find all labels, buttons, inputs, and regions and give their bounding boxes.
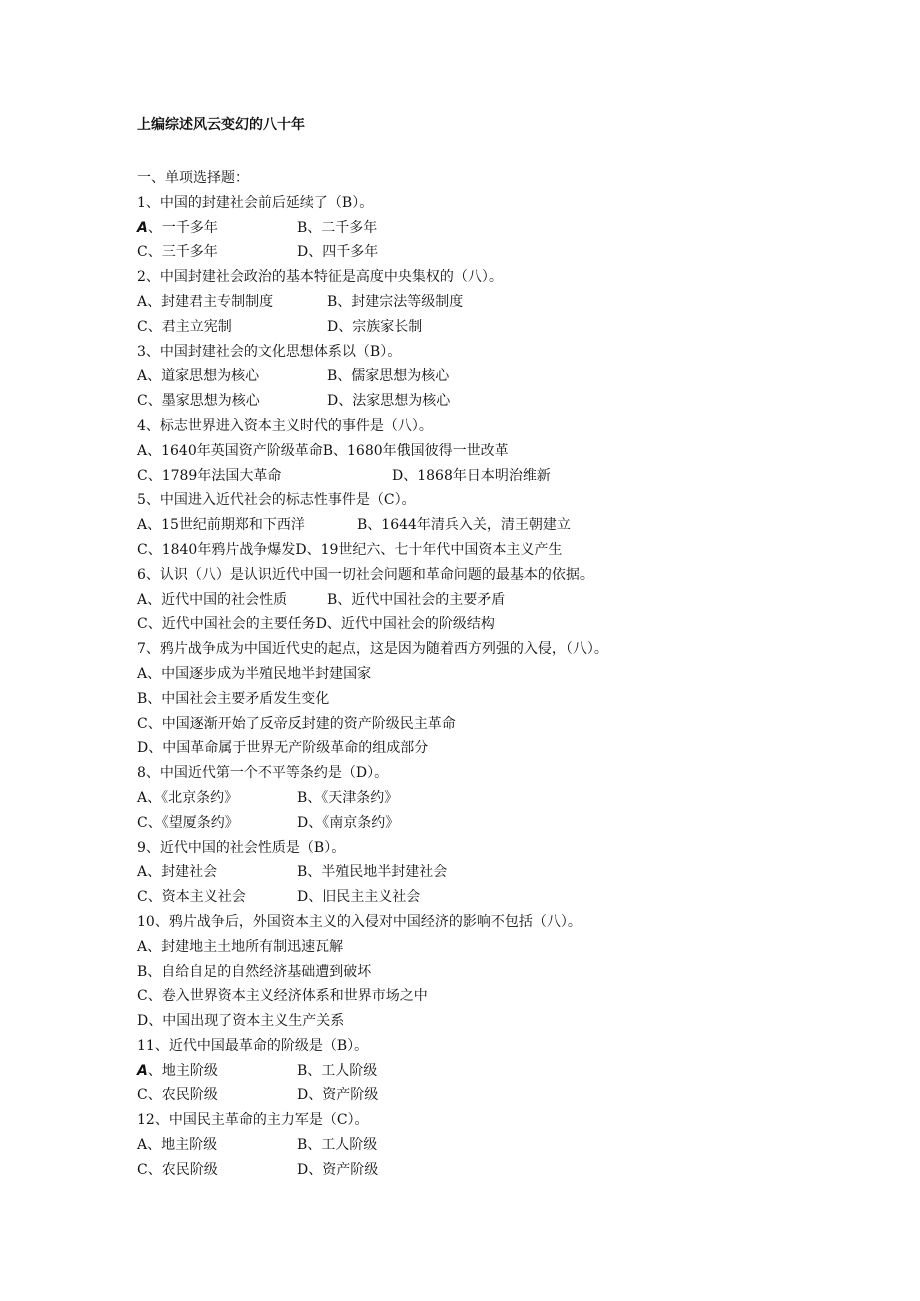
option-row [137,1158,837,1183]
option-a: A、中国逐步成为半殖民地半封建国家 [137,665,372,682]
option-a: A、地主阶级 [137,1137,218,1154]
document-page [137,114,837,1183]
question-stem: 6、认识（八）是认识近代中国一切社会问题和革命问题的最基本的依据。 [137,566,594,583]
option-b: B、近代中国社会的主要矛盾 [327,591,506,608]
question-stem: 9、近代中国的社会性质是（B）。 [137,839,346,856]
option-row [137,1083,837,1108]
option-row [137,364,837,389]
option-row [137,1059,837,1084]
option-b: B、儒家思想为核心 [327,368,450,385]
option-row: C、1840年鸦片战争爆发D、19世纪六、七十年代中国资本主义产生 [137,541,563,558]
option-a: A、封建社会 [137,864,218,881]
option-c: C、三千多年 [137,244,218,261]
option-b: B、中国社会主要矛盾发生变化 [137,690,330,707]
section-heading: 一、单项选择题： [137,170,249,186]
question-stem: 4、标志世界进入资本主义时代的事件是（八）。 [137,417,433,434]
option-c: C、资本主义社会 [137,889,246,906]
option-d: D、法家思想为核心 [327,393,451,410]
option-c: C、君主立宪制 [137,318,232,335]
option-row [137,885,837,910]
option-d: D、资产阶级 [297,1161,379,1178]
option-d: D、资产阶级 [297,1087,379,1104]
option-row [137,216,837,241]
question-stem: 11、近代中国最革命的阶级是（B）。 [137,1037,369,1054]
option-c: C、农民阶级 [137,1161,218,1178]
document-title: 上编综述风云变幻的八十年 [137,117,305,133]
option-b: B、二千多年 [297,219,378,236]
option-row [137,315,837,340]
option-b: B、1644年清兵入关，清王朝建立 [357,517,571,534]
option-d: D、1868年日本明治维新 [392,467,551,484]
option-c: C、《望厦条约》 [137,814,239,831]
option-d: D、旧民主主义社会 [297,889,421,906]
option-c: C、1789年法国大革命 [137,467,282,484]
option-b: B、工人阶级 [297,1062,378,1079]
option-d: D、中国革命属于世界无产阶级革命的组成部分 [137,740,429,757]
option-row: A、1640年英国资产阶级革命B、1680年俄国彼得一世改革 [137,442,509,459]
option-b: B、半殖民地半封建社会 [297,864,448,881]
option-a: A、近代中国的社会性质 [137,591,288,608]
option-b: B、工人阶级 [297,1137,378,1154]
question-stem: 2、中国封建社会政治的基本特征是高度中央集权的（八）。 [137,269,503,286]
option-b: B、《天津条约》 [297,789,399,806]
option-b: B、封建宗法等级制度 [327,293,464,310]
option-row: C、近代中国社会的主要任务D、近代中国社会的阶级结构 [137,616,495,633]
option-c: C、农民阶级 [137,1087,218,1104]
option-d: D、四千多年 [297,244,379,261]
option-c: C、墨家思想为核心 [137,393,260,410]
option-a: A、封建地主土地所有制迅速瓦解 [137,938,344,955]
option-row [137,588,837,613]
option-c: C、卷入世界资本主义经济体系和世界市场之中 [137,988,428,1005]
question-stem: 7、鸦片战争成为中国近代史的起点，这是因为随着西方列强的入侵，（八）。 [137,641,608,658]
option-row [137,1133,837,1158]
question-stem: 3、中国封建社会的文化思想体系以（B）。 [137,343,402,360]
option-a: A、《北京条约》 [137,789,239,806]
option-row [137,464,837,489]
option-a: A、15世纪前期郑和下西洋 [137,517,305,534]
option-row [137,240,837,265]
question-stem: 12、中国民主革命的主力军是（C）。 [137,1112,369,1129]
option-row [137,290,837,315]
question-stem: 8、中国近代第一个不平等条约是（D）。 [137,765,389,782]
option-row [137,513,837,538]
option-row [137,811,837,836]
option-row [137,389,837,414]
option-d: D、中国出现了资本主义生产关系 [137,1013,345,1030]
option-a: A、地主阶级 [137,1062,218,1079]
option-d: D、宗族家长制 [327,318,423,335]
option-row [137,860,837,885]
option-a: A、道家思想为核心 [137,368,260,385]
option-c: C、中国逐渐开始了反帝反封建的资产阶级民主革命 [137,715,456,732]
question-stem: 1、中国的封建社会前后延续了（B）。 [137,194,374,211]
option-a: A、封建君主专制制度 [137,293,274,310]
option-row [137,786,837,811]
question-stem: 5、中国进入近代社会的标志性事件是（C）。 [137,492,416,509]
option-d: D、《南京条约》 [297,814,400,831]
option-b: B、自给自足的自然经济基础遭到破坏 [137,963,372,980]
option-a: A、一千多年 [137,219,218,236]
question-stem: 10、鸦片战争后，外国资本主义的入侵对中国经济的影响不包括（八）。 [137,913,582,930]
